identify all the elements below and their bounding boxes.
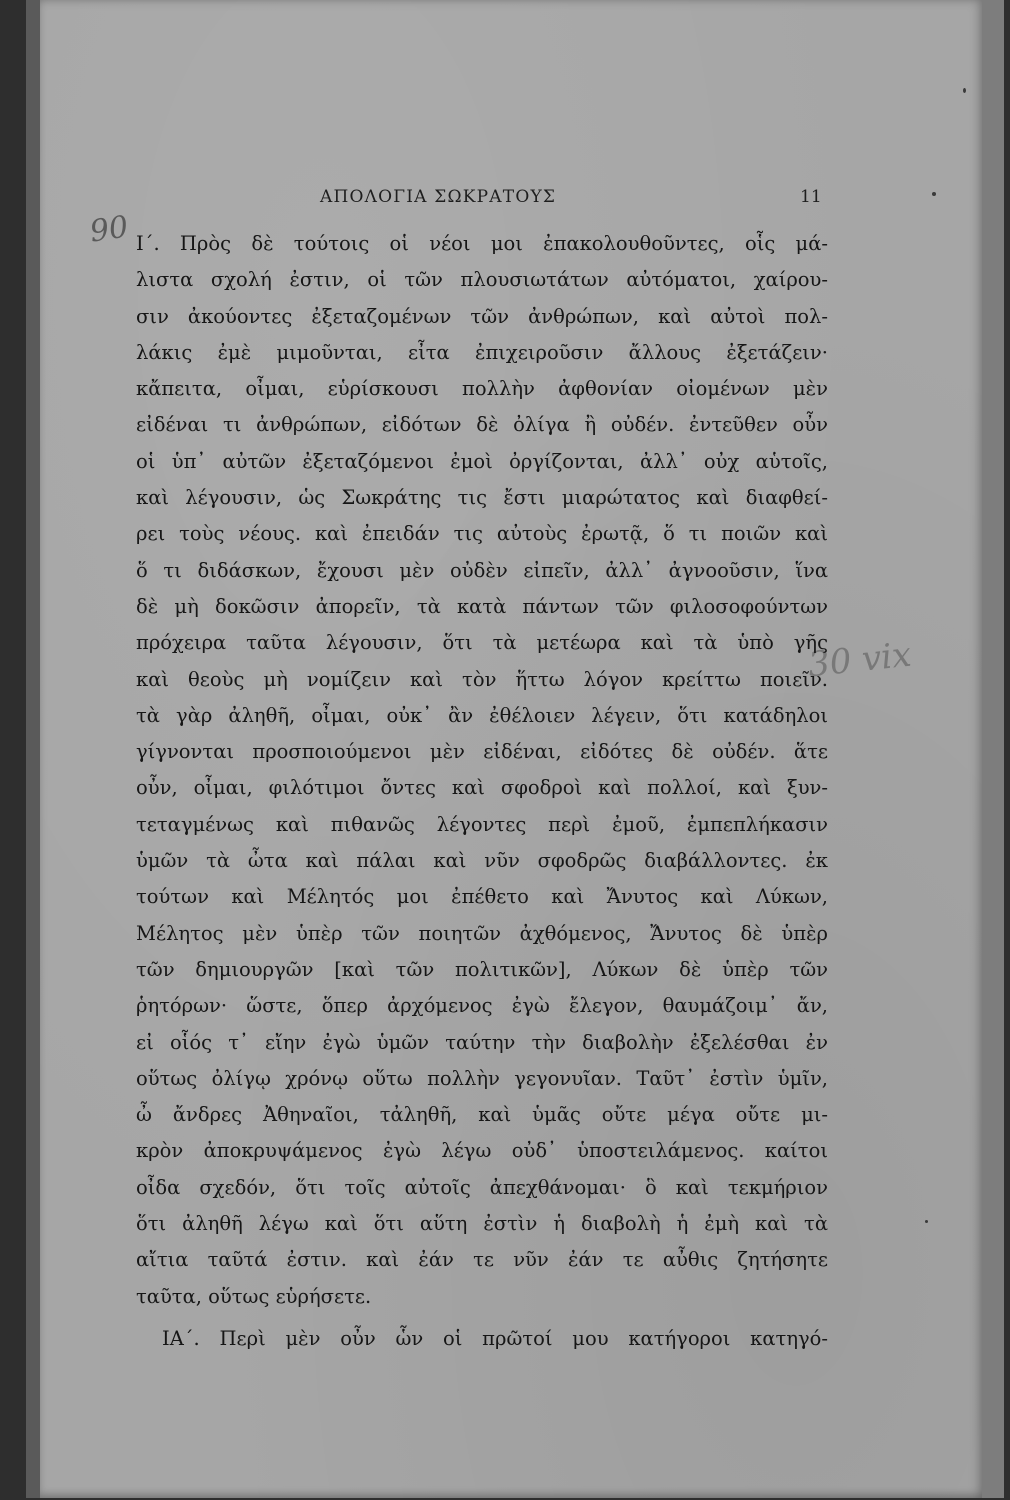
text-line: Ι΄. Πρὸς δὲ τούτοις οἱ νέοι μοι ἐπακολουθοῦντες, οἷς μά- <box>136 232 828 255</box>
text-line: εἰ οἷός τ᾿ εἴην ἐγὼ ὑμῶν ταύτην τὴν διαβολὴν ἐξελέσθαι ἐν <box>136 1030 828 1054</box>
text-line: αἴτια ταῦτά ἐστιν. καὶ ἐάν τε νῦν ἐάν τε αὖθις ζητήσητε <box>136 1248 828 1272</box>
text-line: τούτων καὶ Μέλητός μοι ἐπέθετο καὶ Ἄνυτος καὶ Λύκων, <box>136 885 828 909</box>
text-line: κἄπειτα, οἶμαι, εὑρίσκουσι πολλὴν ἀφθονίαν οἰομένων μὲν <box>136 377 828 401</box>
text-line: εἰδέναι τι ἀνθρώπων, εἰδότων δὲ ὀλίγα ἢ οὐδέν. ἐντεῦθεν οὖν <box>136 413 828 437</box>
page-right-edge <box>982 0 1004 1498</box>
text-line: ὦ ἄνδρες Ἀθηναῖοι, τἀληθῆ, καὶ ὑμᾶς οὔτε μέγα οὔτε μι- <box>136 1103 828 1127</box>
page-left-edge <box>26 0 40 1498</box>
text-line: σιν ἀκούοντες ἐξεταζομένων τῶν ἀνθρώπων, καὶ αὐτοὶ πολ- <box>136 304 828 328</box>
section-start-line: ΙΑ΄. Περὶ μὲν οὖν ὧν οἱ πρῶτοί μου κατήγοροι κατηγό- <box>162 1326 828 1350</box>
text-line: ρει τοὺς νέους. καὶ ἐπειδάν τις αὐτοὺς ἐρωτᾷ, ὅ τι ποιῶν καὶ <box>136 522 828 546</box>
handwritten-margin-note-left: 90 <box>87 209 131 250</box>
text-line: οὖν, οἶμαι, φιλότιμοι ὄντες καὶ σφοδροὶ καὶ πολλοί, καὶ ξυν- <box>136 776 828 800</box>
text-line: τὰ γὰρ ἀληθῆ, οἶμαι, οὐκ᾿ ἂν ἐθέλοιεν λέγειν, ὅτι κατάδηλοι <box>136 703 828 727</box>
text-line: γίγνονται προσποιούμενοι μὲν εἰδέναι, εἰδότες δὲ οὐδέν. ἅτε <box>136 740 828 764</box>
paragraph-last-line: ταῦτα, οὕτως εὑρήσετε. <box>136 1284 372 1308</box>
text-line: ῥητόρων· ὥστε, ὅπερ ἀρχόμενος ἐγὼ ἔλεγον, θαυμάζοιμ᾿ ἄν, <box>136 994 828 1018</box>
paper-speck <box>932 192 936 196</box>
text-line: λάκις ἐμὲ μιμοῦνται, εἶτα ἐπιχειροῦσιν ἄλλους ἐξετάζειν· <box>136 340 828 364</box>
paper-speck <box>963 88 966 93</box>
text-line: καὶ θεοὺς μὴ νομίζειν καὶ τὸν ἥττω λόγον κρείττω ποιεῖν. <box>136 667 828 691</box>
handwritten-margin-note-right: 30 vix <box>806 634 914 686</box>
running-title: ΑΠΟΛΟΓΙΑ ΣΩΚΡΑΤΟΥΣ <box>320 187 557 207</box>
text-line: ὑμῶν τὰ ὦτα καὶ πάλαι καὶ νῦν σφοδρῶς διαβάλλοντες. ἐκ <box>136 849 828 873</box>
text-line: τῶν δημιουργῶν [καὶ τῶν πολιτικῶν], Λύκων δὲ ὑπὲρ τῶν <box>136 957 828 981</box>
paper-speck <box>925 1220 928 1223</box>
page-number: 11 <box>800 187 822 207</box>
body-text <box>136 226 828 1357</box>
text-line: κρὸν ἀποκρυψάμενος ἐγὼ λέγω οὐδ᾿ ὑποστειλάμενος. καίτοι <box>136 1139 828 1163</box>
text-line: ὅτι ἀληθῆ λέγω καὶ ὅτι αὕτη ἐστὶν ἡ διαβολὴ ἡ ἐμὴ καὶ τὰ <box>136 1212 828 1236</box>
text-line: ὅ τι διδάσκων, ἔχουσι μὲν οὐδὲν εἰπεῖν, ἀλλ᾿ ἀγνοοῦσιν, ἵνα <box>136 558 828 582</box>
text-line: τεταγμένως καὶ πιθανῶς λέγοντες περὶ ἐμοῦ, ἐμπεπλήκασιν <box>136 812 828 836</box>
text-line: πρόχειρα ταῦτα λέγουσιν, ὅτι τὰ μετέωρα καὶ τὰ ὑπὸ γῆς <box>136 631 828 655</box>
text-line: καὶ λέγουσιν, ὡς Σωκράτης τις ἔστι μιαρώτατος καὶ διαφθεί- <box>136 486 828 510</box>
text-line: οἶδα σχεδόν, ὅτι τοῖς αὐτοῖς ἀπεχθάνομαι· ὃ καὶ τεκμήριον <box>136 1175 828 1199</box>
text-line: λιστα σχολή ἐστιν, οἱ τῶν πλουσιωτάτων αὐτόματοι, χαίρου- <box>136 268 828 292</box>
text-line: Μέλητος μὲν ὑπὲρ τῶν ποιητῶν ἀχθόμενος, Ἄνυτος δὲ ὑπὲρ <box>136 921 828 945</box>
text-line: δὲ μὴ δοκῶσιν ἀπορεῖν, τὰ κατὰ πάντων τῶν φιλοσοφούντων <box>136 594 828 618</box>
text-line: οὕτως ὀλίγῳ χρόνῳ οὕτω πολλὴν γεγονυῖαν. Ταῦτ᾿ ἐστὶν ὑμῖν, <box>136 1066 828 1090</box>
text-line: οἱ ὑπ᾿ αὐτῶν ἐξεταζόμενοι ἐμοὶ ὀργίζονται, ἀλλ᾿ οὐχ αὑτοῖς, <box>136 449 828 473</box>
